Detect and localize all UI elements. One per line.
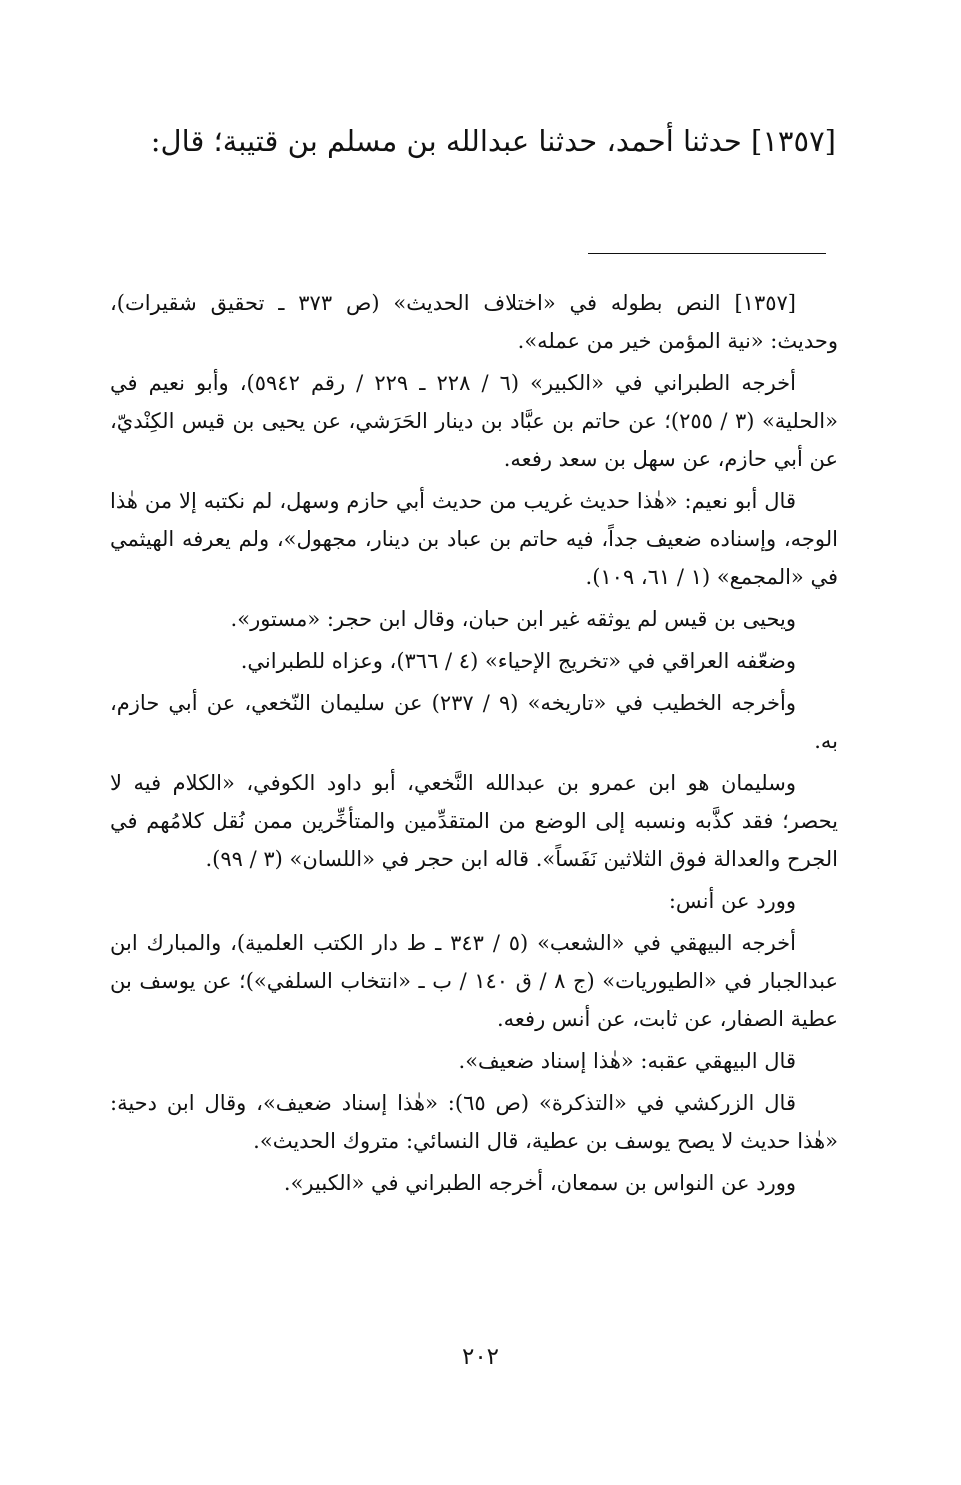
footnote-paragraph: [١٣٥٧] النص بطوله في «اختلاف الحديث» (ص ٣٧٣ ـ تحقيق شقيرات)، وحديث: «نية المؤمن خير من عمله». [110, 291, 838, 353]
footnotes [110, 284, 838, 1206]
footnote-paragraph: وورد عن النواس بن سمعان، أخرجه الطبراني في «الكبير». [283, 1171, 796, 1195]
footnote-paragraph: قال البيهقي عقبه: «هٰذا إسناد ضعيف». [458, 1049, 796, 1073]
footnote-paragraph: ويحيى بن قيس لم يوثقه غير ابن حبان، وقال ابن حجر: «مستور». [230, 607, 796, 631]
footnote-paragraph: أخرجه الطبراني في «الكبير» (٦ / ٢٢٨ ـ ٢٢٩ / رقم ٥٩٤٢)، وأبو نعيم في «الحلية» (٣ / ٢٥٥)؛ عن حاتم بن عبَّاد بن دينار الحَرَشي، عن يحيى بن قيس الكِنْديّ، عن أبي حازم، عن سهل بن سعد رفعه. [110, 371, 838, 471]
footnote-paragraph: قال أبو نعيم: «هٰذا حديث غريب من حديث أبي حازم وسهل، لم نكتبه إلا من هٰذا الوجه، وإسناده ضعيف جداً، فيه حاتم بن عباد بن دينار، مجهول»، ولم يعرفه الهيثمي في «المجمع» (١ / ٦١، ١٠٩). [110, 489, 838, 589]
footnote-paragraph: وأخرجه الخطيب في «تاريخه» (٩ / ٢٣٧) عن سليمان النّخعي، عن أبي حازم، به. [110, 691, 838, 753]
footnote-paragraph: وورد عن أنس: [668, 889, 796, 913]
footnote-paragraph: وسليمان هو ابن عمرو بن عبدالله النَّخعي، أبو داود الكوفي، «الكلام فيه لا يحصر؛ فقد كذَّبه ونسبه إلى الوضع من المتقدِّمين والمتأخِّرين ممن نُقل كلامُهم في الجرح والعدالة فوق الثلاثين نَفَساً». قاله ابن حجر في «اللسان» (٣ / ٩٩). [110, 771, 838, 871]
footnote-divider [588, 253, 826, 254]
footnote-paragraph: أخرجه البيهقي في «الشعب» (٥ / ٣٤٣ ـ ط دار الكتب العلمية)، والمبارك ابن عبدالجبار في «الطيوريات» (ج ٨ / ق ١٤٠ / ب ـ «انتخاب السلفي»)؛ عن يوسف بن عطية الصفار، عن ثابت، عن أنس رفعه. [110, 931, 838, 1031]
page-number: ٢٠٢ [461, 1344, 500, 1370]
footnote-paragraph: قال الزركشي في «التذكرة» (ص ٦٥): «هٰذا إسناد ضعيف»، وقال ابن دحية: «هٰذا حديث لا يصح يوسف بن عطية، قال النسائي: متروك الحديث». [110, 1091, 838, 1153]
footnote-paragraph: وضعّفه العراقي في «تخريج الإحياء» (٤ / ٣٦٦)، وعزاه للطبراني. [240, 649, 796, 673]
main-text-line: [١٣٥٧] حدثنا أحمد، حدثنا عبدالله بن مسلم بن قتيبة؛ قال: [150, 124, 836, 158]
main-text [108, 110, 836, 172]
